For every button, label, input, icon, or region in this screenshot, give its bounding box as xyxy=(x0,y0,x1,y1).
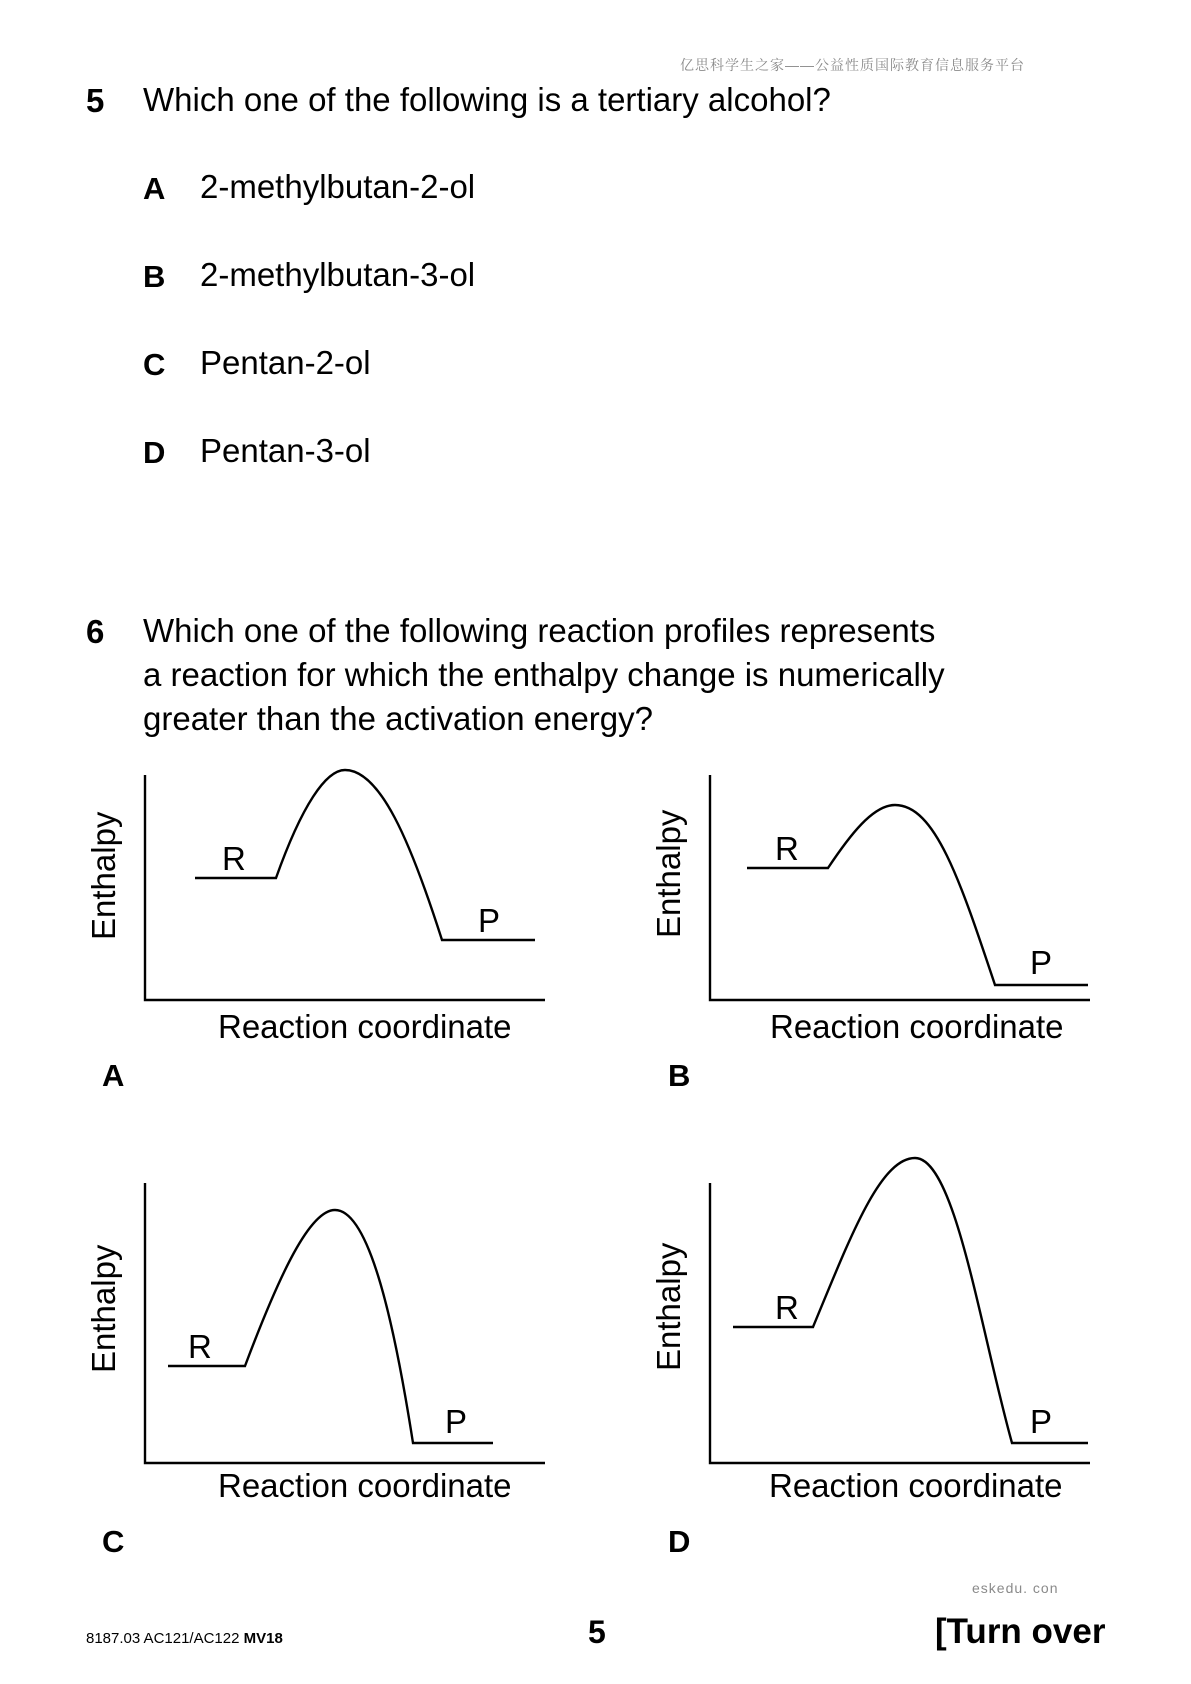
graph-d-letter: D xyxy=(668,1524,691,1559)
q5-option-d-text: Pentan-3-ol xyxy=(200,432,371,469)
graph-d-xlabel: Reaction coordinate xyxy=(769,1467,1063,1504)
reaction-profile-b xyxy=(645,760,1125,1050)
watermark-text: 亿思科学生之家——公益性质国际教育信息服务平台 xyxy=(680,57,1025,73)
q5-option-a-text: 2-methylbutan-2-ol xyxy=(200,168,476,205)
footer-paper-code xyxy=(86,1630,283,1647)
graph-a-ylabel: Enthalpy xyxy=(85,811,122,940)
q5-option-c-letter: C xyxy=(143,347,166,382)
graph-a-product-label: P xyxy=(478,902,501,939)
q5-option-c-text: Pentan-2-ol xyxy=(200,344,371,381)
graph-b-letter: B xyxy=(668,1058,691,1093)
q5-option-b-letter: B xyxy=(143,259,166,294)
graph-b-reactant-label: R xyxy=(775,830,799,867)
graph-a-xlabel: Reaction coordinate xyxy=(218,1008,512,1045)
q5-option-a-letter: A xyxy=(143,171,166,206)
graph-c-reactant-label: R xyxy=(188,1328,212,1365)
graph-a-reactant-label: R xyxy=(222,840,246,877)
graph-c-xlabel: Reaction coordinate xyxy=(218,1467,512,1504)
graph-b-xlabel: Reaction coordinate xyxy=(770,1008,1064,1045)
turn-over-label: [Turn over xyxy=(935,1612,1106,1651)
reaction-profile-a xyxy=(80,760,560,1050)
question-6-line-2: a reaction for which the enthalpy change is numerically xyxy=(143,656,945,693)
graph-d-reactant-label: R xyxy=(775,1289,799,1326)
q5-option-d-letter: D xyxy=(143,435,166,470)
question-6-number: 6 xyxy=(86,613,105,650)
graph-a-letter: A xyxy=(102,1058,125,1093)
graph-c-letter: C xyxy=(102,1524,125,1559)
question-5-number: 5 xyxy=(86,82,105,119)
question-6-line-1: Which one of the following reaction profiles represents xyxy=(143,612,936,649)
reaction-profile-c xyxy=(80,1178,560,1504)
graph-b-product-label: P xyxy=(1030,944,1053,981)
graph-c-product-label: P xyxy=(445,1403,468,1440)
footer-code-bold: MV18 xyxy=(243,1630,283,1647)
graph-b-ylabel: Enthalpy xyxy=(650,809,687,938)
graph-d-ylabel: Enthalpy xyxy=(650,1242,687,1371)
graph-c-ylabel: Enthalpy xyxy=(85,1244,122,1373)
reaction-profile-d xyxy=(645,1178,1125,1504)
graph-c-axes xyxy=(145,1183,545,1463)
question-6-line-3: greater than the activation energy? xyxy=(143,700,654,737)
site-watermark: eskedu. con xyxy=(972,1580,1059,1596)
question-6-text xyxy=(143,609,1073,741)
q5-option-b-text: 2-methylbutan-3-ol xyxy=(200,256,476,293)
question-5-text: Which one of the following is a tertiary alcohol? xyxy=(143,81,831,118)
page-number: 5 xyxy=(588,1614,606,1650)
graph-d-product-label: P xyxy=(1030,1403,1053,1440)
footer-code-text: 8187.03 AC121/AC122 xyxy=(86,1630,240,1647)
graph-a-axes xyxy=(145,775,545,1000)
